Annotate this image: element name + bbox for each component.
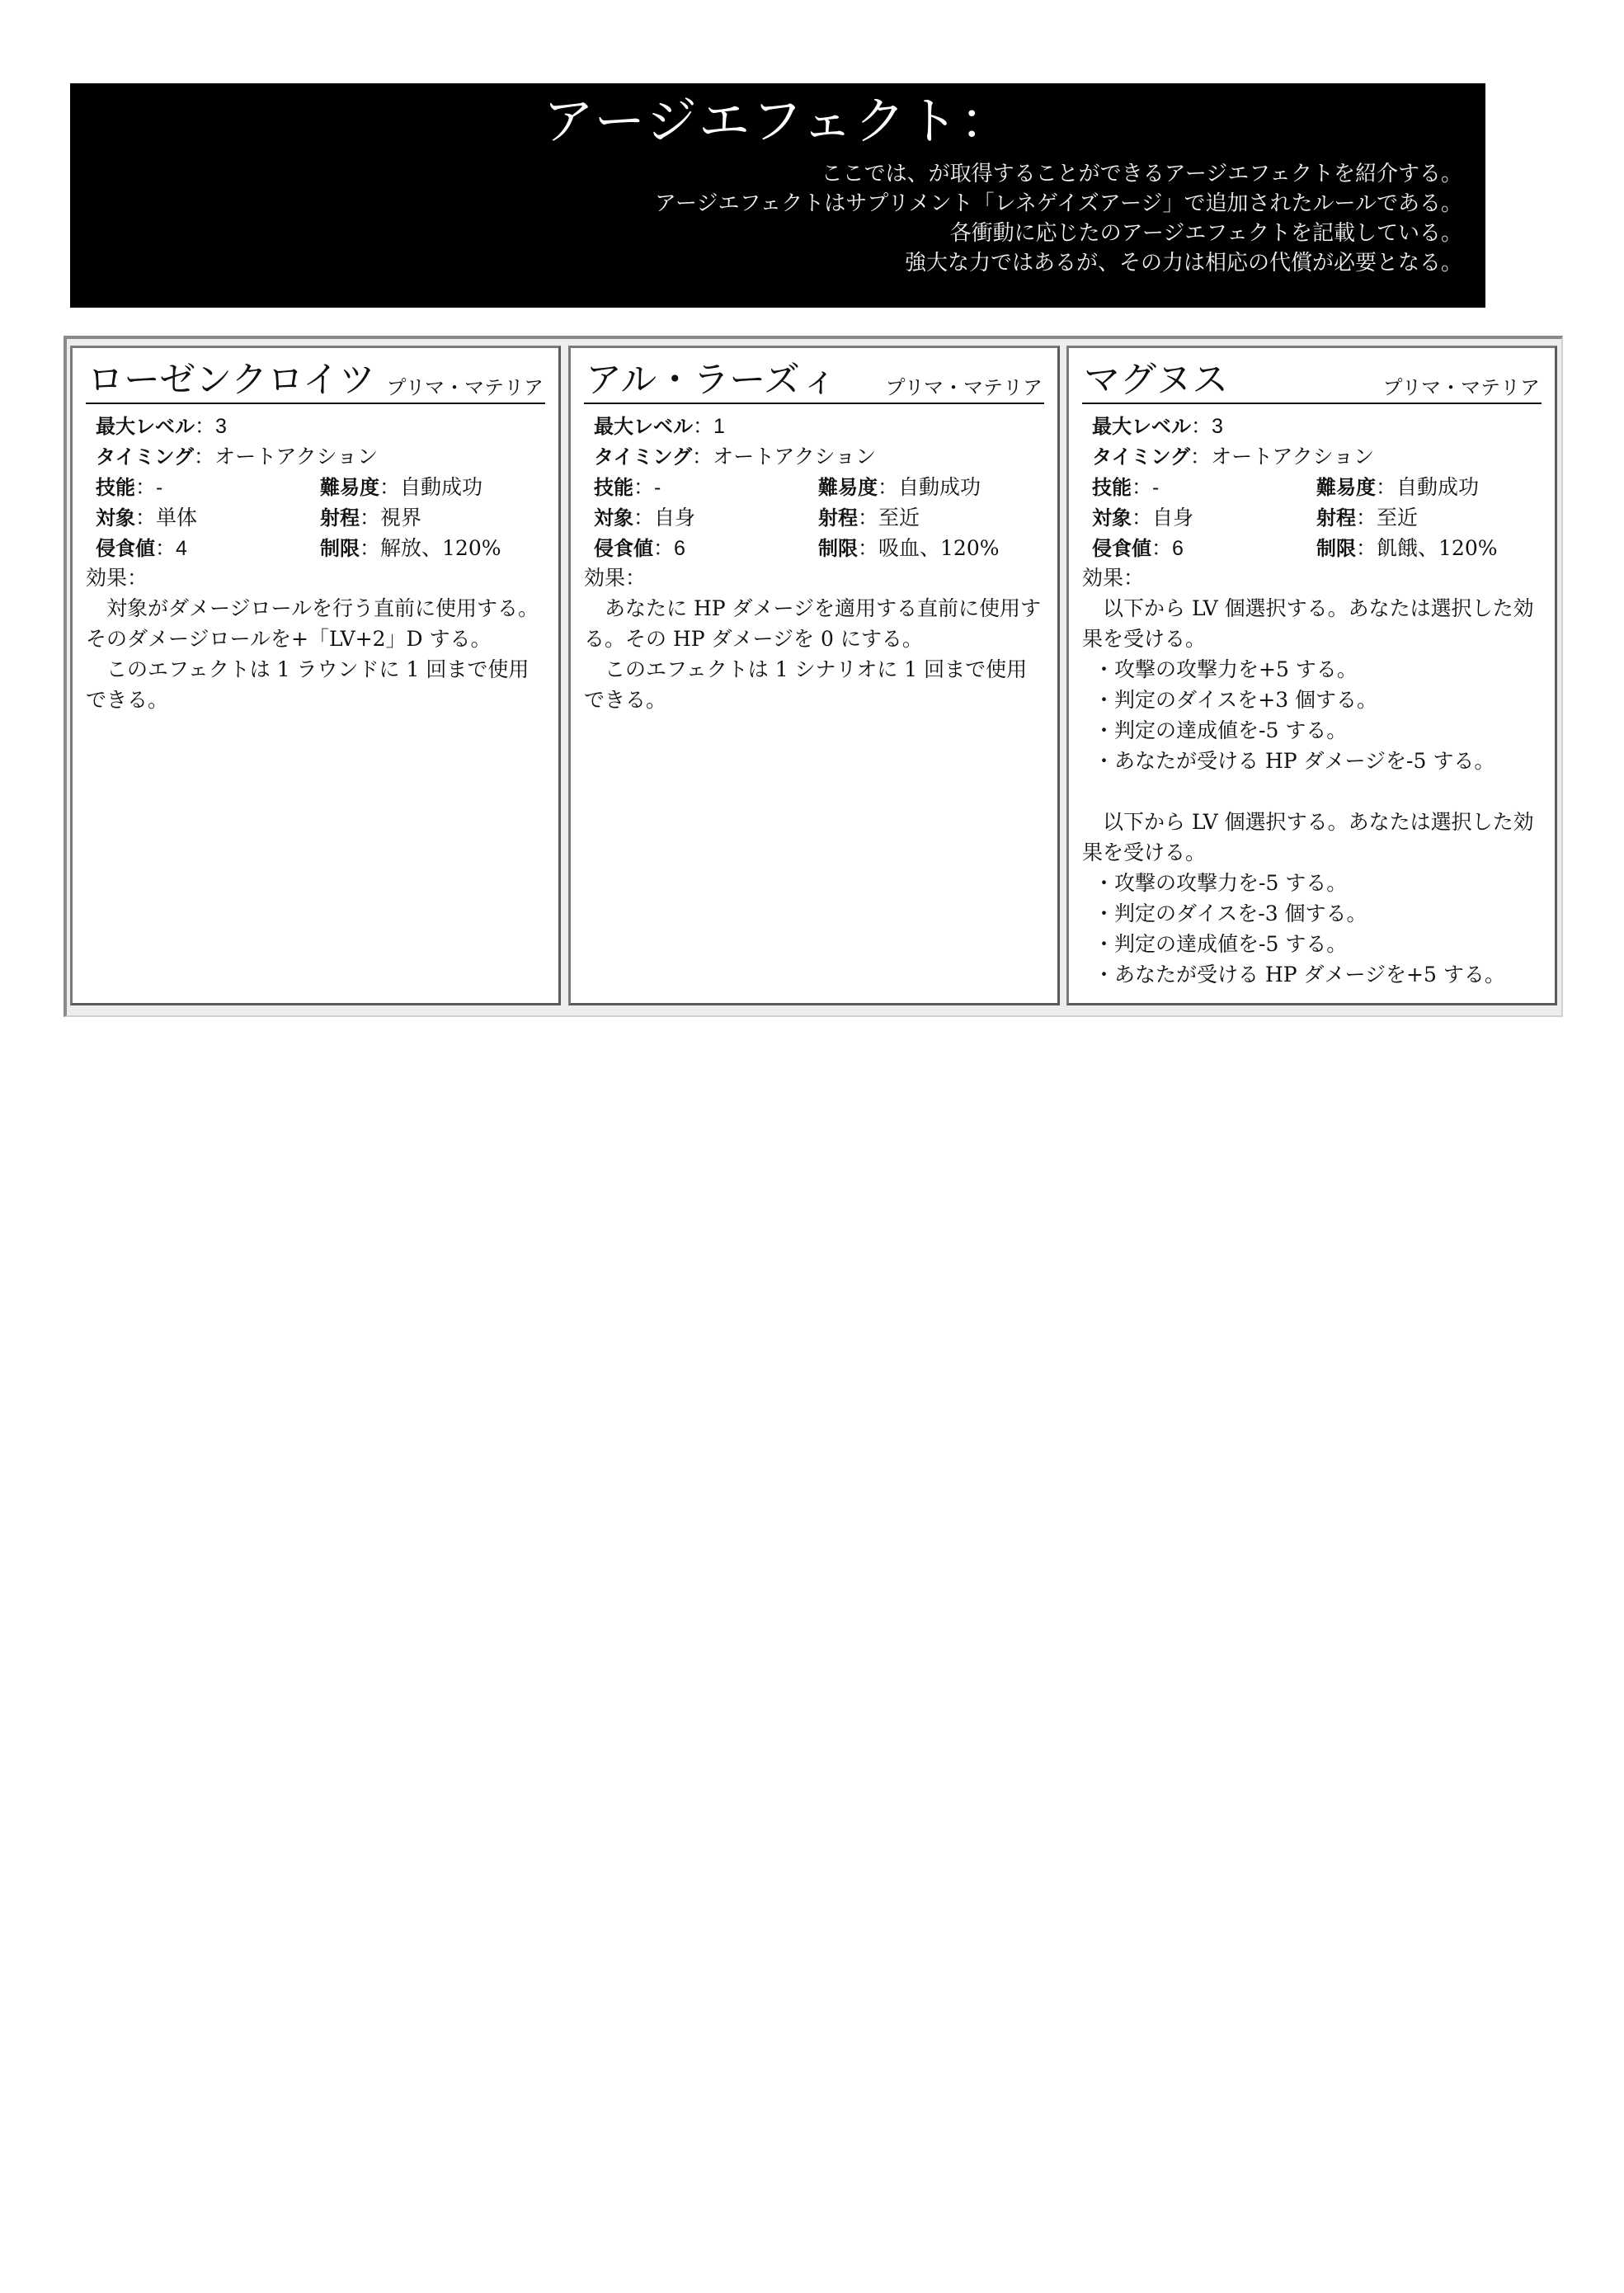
stat-value: 解放、120% xyxy=(380,536,501,560)
stat-label: 最大レベル xyxy=(594,415,693,438)
stat-label: 技能 xyxy=(594,476,633,499)
stat-value: - xyxy=(156,476,163,499)
stat-value: - xyxy=(1152,476,1160,499)
stat-label: タイミング xyxy=(1092,445,1191,468)
stat-erosion-limit: 侵食値：6 制限：吸血、120% xyxy=(594,536,1000,560)
stat-skill-difficulty: 技能：- 難易度：自動成功 xyxy=(96,475,483,499)
effect-paragraph: 対象がダメージロールを行う直前に使用する。そのダメージロールを+「LV+2」D する。 xyxy=(86,596,539,651)
stat-skill-difficulty: 技能：- 難易度：自動成功 xyxy=(1092,475,1480,499)
intro-line: 各衝動に応じたのアージエフェクトを記載している。 xyxy=(949,221,1462,246)
effect-label: 効果： xyxy=(86,566,148,590)
stat-label: 侵食値 xyxy=(594,537,653,560)
card-header xyxy=(584,358,1044,404)
effect-category: プリマ・マテリア xyxy=(386,376,544,399)
stat-max-level: 最大レベル：3 xyxy=(96,414,227,438)
card-header xyxy=(86,358,545,404)
stat-value: オートアクション xyxy=(214,445,379,468)
stat-value: オートアクション xyxy=(713,445,877,468)
effect-name: アル・ラーズィ xyxy=(586,359,838,401)
spacer xyxy=(1082,776,1542,807)
stat-value: 自身 xyxy=(654,506,696,530)
stat-label: 対象 xyxy=(96,506,135,530)
effect-paragraph: このエフェクトは 1 シナリオに 1 回まで使用できる。 xyxy=(584,657,1028,712)
effect-option: ・判定のダイスを-3 個する。 xyxy=(1094,902,1367,925)
stat-label: 技能 xyxy=(96,476,135,499)
stat-value: 自動成功 xyxy=(400,475,483,499)
stat-value: 6 xyxy=(674,537,685,560)
stat-label: 侵食値 xyxy=(96,537,155,560)
stat-label: 難易度 xyxy=(1316,476,1376,499)
stat-label: 難易度 xyxy=(320,476,379,499)
stat-value: 自動成功 xyxy=(1396,475,1480,499)
stat-value: 至近 xyxy=(878,506,920,530)
stat-label: 制限 xyxy=(1316,537,1356,560)
effect-name: マグヌス xyxy=(1084,359,1229,401)
effect-option: ・判定の達成値を-5 する。 xyxy=(1094,932,1348,956)
stat-value: 吸血、120% xyxy=(878,536,1000,560)
header-intro xyxy=(655,159,1462,278)
effect-option: ・判定の達成値を-5 する。 xyxy=(1094,718,1348,742)
stat-label: 最大レベル xyxy=(96,415,195,438)
stat-timing: タイミング：オートアクション xyxy=(594,445,877,468)
stat-erosion-limit: 侵食値：6 制限：飢餓、120% xyxy=(1092,536,1498,560)
stat-skill-difficulty: 技能：- 難易度：自動成功 xyxy=(594,475,981,499)
stat-value: 自動成功 xyxy=(898,475,981,499)
stat-erosion-limit: 侵食値：4 制限：解放、120% xyxy=(96,536,501,560)
stat-value: 6 xyxy=(1172,537,1184,560)
effect-category: プリマ・マテリア xyxy=(885,376,1043,399)
effect-card-magnus xyxy=(1066,346,1557,1005)
stat-value: 飢餓、120% xyxy=(1377,536,1498,560)
effect-text xyxy=(584,593,1044,715)
stat-target-range: 対象：自身 射程：至近 xyxy=(594,506,920,530)
effect-paragraph: このエフェクトは 1 ラウンドに 1 回まで使用できる。 xyxy=(86,657,530,712)
stat-label: 対象 xyxy=(594,506,633,530)
effect-text xyxy=(86,593,545,715)
stat-label: 射程 xyxy=(320,506,360,530)
stat-value: - xyxy=(654,476,661,499)
stat-label: タイミング xyxy=(96,445,195,468)
stat-label: 制限 xyxy=(320,537,360,560)
effect-option: ・攻撃の攻撃力を+5 する。 xyxy=(1094,657,1358,681)
stat-label: 射程 xyxy=(1316,506,1356,530)
stat-label: 対象 xyxy=(1092,506,1132,530)
stat-value: オートアクション xyxy=(1211,445,1375,468)
effect-label: 効果： xyxy=(584,566,647,590)
intro-line: ここでは、が取得することができるアージエフェクトを紹介する。 xyxy=(821,162,1462,186)
stat-label: 侵食値 xyxy=(1092,537,1151,560)
stat-value: 3 xyxy=(215,415,227,438)
stat-label: 最大レベル xyxy=(1092,415,1191,438)
stat-label: タイミング xyxy=(594,445,693,468)
effect-card-al-razi xyxy=(568,346,1060,1005)
stat-label: 射程 xyxy=(818,506,858,530)
intro-line: アージエフェクトはサプリメント「レネゲイズアージ」で追加されたルールである。 xyxy=(654,191,1462,216)
effect-stats xyxy=(86,411,545,563)
stat-target-range: 対象：単体 射程：視界 xyxy=(96,506,422,530)
stat-value: 4 xyxy=(176,537,187,560)
intro-line: 強大な力ではあるが、その力は相応の代償が必要となる。 xyxy=(904,251,1462,275)
effect-option: ・あなたが受ける HP ダメージを+5 する。 xyxy=(1094,963,1505,986)
effect-paragraph: あなたに HP ダメージを適用する直前に使用する。その HP ダメージを 0 にする。 xyxy=(584,596,1042,651)
stat-timing: タイミング：オートアクション xyxy=(1092,445,1375,468)
stat-max-level: 最大レベル：3 xyxy=(1092,414,1223,438)
stat-value: 視界 xyxy=(380,506,422,530)
stat-value: 単体 xyxy=(156,506,198,530)
stat-label: 制限 xyxy=(818,537,858,560)
effect-label: 効果： xyxy=(1082,566,1145,590)
stat-label: 技能 xyxy=(1092,476,1132,499)
page-header xyxy=(70,83,1485,308)
stat-value: 至近 xyxy=(1377,506,1419,530)
effect-name: ローゼンクロイツ xyxy=(87,359,375,401)
stat-value: 3 xyxy=(1212,415,1223,438)
effect-stats xyxy=(1082,411,1542,563)
effect-card-rosenkreuz xyxy=(70,346,561,1005)
effect-option: ・あなたが受ける HP ダメージを-5 する。 xyxy=(1094,749,1495,773)
stat-label: 難易度 xyxy=(818,476,878,499)
stat-max-level: 最大レベル：1 xyxy=(594,414,725,438)
effect-paragraph: 以下から LV 個選択する。あなたは選択した効果を受ける。 xyxy=(1082,596,1534,651)
stat-value: 1 xyxy=(713,415,725,438)
effect-paragraph: 以下から LV 個選択する。あなたは選択した効果を受ける。 xyxy=(1082,810,1534,864)
effect-text xyxy=(1082,593,1542,990)
stat-value: 自身 xyxy=(1152,506,1194,530)
card-header xyxy=(1082,358,1542,404)
page-title: アージエフェクト： xyxy=(543,91,1013,151)
effect-stats xyxy=(584,411,1044,563)
effect-option: ・判定のダイスを+3 個する。 xyxy=(1094,688,1378,712)
stat-timing: タイミング：オートアクション xyxy=(96,445,379,468)
effect-category: プリマ・マテリア xyxy=(1382,376,1540,399)
effect-option: ・攻撃の攻撃力を-5 する。 xyxy=(1094,871,1348,895)
stat-target-range: 対象：自身 射程：至近 xyxy=(1092,506,1419,530)
